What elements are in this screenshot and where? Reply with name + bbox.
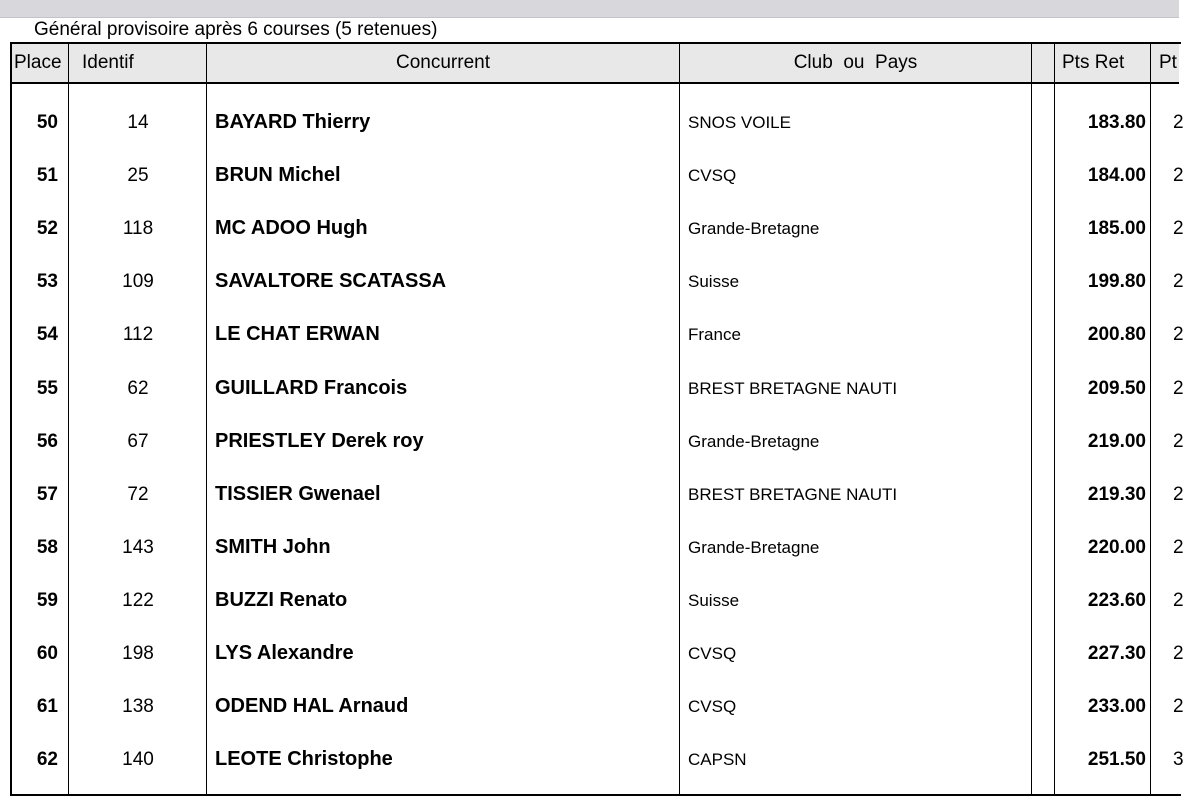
place-cell <box>12 202 69 255</box>
identif-cell: 143 <box>122 536 154 558</box>
club-cell: Grande-Bretagne <box>688 431 820 451</box>
place-value: 55 <box>36 377 58 399</box>
place-value: 54 <box>36 324 58 346</box>
pts-next-cell: 2 <box>1173 165 1184 187</box>
table-row <box>0 202 1184 255</box>
place-cell <box>12 149 69 202</box>
concurrent-name: PRIESTLEY Derek roy <box>215 429 424 452</box>
header-divider <box>10 82 1179 84</box>
place-cell <box>12 733 69 786</box>
place-value: 62 <box>36 749 58 771</box>
pts-ret-cell: 209.50 <box>1087 377 1146 399</box>
place-cell <box>12 308 69 361</box>
concurrent-name: LEOTE Christophe <box>215 748 393 771</box>
club-cell: Suisse <box>688 590 740 610</box>
identif-cell: 138 <box>122 696 154 718</box>
place-value: 53 <box>36 271 58 293</box>
pts-next-cell: 2 <box>1173 112 1184 133</box>
pts-ret-cell: 199.80 <box>1087 271 1146 293</box>
header-concurrent: Concurrent <box>396 52 490 73</box>
concurrent-name: BUZZI Renato <box>215 588 348 611</box>
club-cell: CAPSN <box>688 750 747 770</box>
table-row <box>0 149 1184 202</box>
pts-next-cell: 3 <box>1173 749 1184 771</box>
concurrent-name: BAYARD Thierry <box>215 111 371 133</box>
identif-cell: 198 <box>122 643 154 664</box>
identif-cell: 112 <box>122 324 154 346</box>
identif-cell: 14 <box>127 112 149 133</box>
pts-ret-cell: 219.30 <box>1087 483 1146 505</box>
club-cell: CVSQ <box>688 697 737 717</box>
place-cell <box>12 627 69 680</box>
identif-cell: 72 <box>127 483 149 505</box>
concurrent-name: LE CHAT ERWAN <box>215 323 380 346</box>
pts-ret-cell: 183.80 <box>1087 112 1146 133</box>
pts-ret-cell: 184.00 <box>1087 165 1146 187</box>
header-identif: Identif <box>82 52 134 73</box>
pts-next-cell: 2 <box>1173 696 1184 718</box>
place-value: 50 <box>36 112 58 133</box>
club-cell: BREST BRETAGNE NAUTI <box>688 378 898 398</box>
pts-ret-cell: 219.00 <box>1087 430 1146 452</box>
place-cell <box>12 521 69 574</box>
place-cell <box>12 680 69 733</box>
club-cell: BREST BRETAGNE NAUTI <box>688 484 898 504</box>
pts-ret-cell: 185.00 <box>1087 218 1146 240</box>
club-cell: Suisse <box>688 272 740 292</box>
pts-ret-cell: 200.80 <box>1087 324 1146 346</box>
table-row <box>0 362 1184 415</box>
table-row <box>0 680 1184 733</box>
place-value: 52 <box>36 218 58 240</box>
place-cell <box>12 255 69 308</box>
table-row <box>0 574 1184 627</box>
header-pts-ret: Pts Ret <box>1062 52 1125 73</box>
window-top-bar <box>0 0 1179 18</box>
place-value: 60 <box>36 643 58 664</box>
concurrent-name: TISSIER Gwenael <box>215 482 381 505</box>
pts-next-cell: 2 <box>1173 218 1184 240</box>
pts-next-cell: 2 <box>1173 324 1184 346</box>
place-value: 57 <box>36 483 58 505</box>
place-value: 58 <box>36 536 58 558</box>
place-cell <box>12 468 69 521</box>
table-row <box>0 415 1184 468</box>
header-pts-cut: Pt <box>1159 52 1177 73</box>
concurrent-name: MC ADOO Hugh <box>215 217 368 240</box>
club-cell: Grande-Bretagne <box>688 219 820 239</box>
table-row <box>0 308 1184 361</box>
place-cell <box>12 96 69 149</box>
place-value: 59 <box>36 589 58 611</box>
identif-cell: 62 <box>127 377 149 399</box>
concurrent-name: SAVALTORE SCATASSA <box>215 270 447 293</box>
header-place: Place <box>14 52 62 73</box>
pts-ret-cell: 233.00 <box>1087 696 1146 718</box>
identif-cell: 25 <box>127 165 149 187</box>
place-value: 56 <box>36 430 58 452</box>
concurrent-name: SMITH John <box>215 535 331 558</box>
place-value: 61 <box>36 696 58 718</box>
table-row <box>0 468 1184 521</box>
table-row <box>0 627 1184 680</box>
pts-next-cell: 2 <box>1173 536 1184 558</box>
place-value: 51 <box>36 165 58 187</box>
pts-next-cell: 2 <box>1173 271 1184 293</box>
pts-next-cell: 2 <box>1173 643 1184 664</box>
club-cell: CVSQ <box>688 166 737 186</box>
pts-ret-cell: 223.60 <box>1087 589 1146 611</box>
pts-next-cell: 2 <box>1173 377 1184 399</box>
concurrent-name: GUILLARD Francois <box>215 376 408 399</box>
pts-next-cell: 2 <box>1173 430 1184 452</box>
club-cell: France <box>688 325 741 345</box>
club-cell: Grande-Bretagne <box>688 537 820 557</box>
pts-next-cell: 2 <box>1173 483 1184 505</box>
club-cell: SNOS VOILE <box>688 113 791 132</box>
place-cell <box>12 362 69 415</box>
table-row <box>0 255 1184 308</box>
identif-cell: 122 <box>122 589 154 611</box>
identif-cell: 109 <box>122 271 154 293</box>
results-caption: Général provisoire après 6 courses (5 retenues) <box>34 19 438 40</box>
table-row <box>0 733 1184 786</box>
place-cell <box>12 415 69 468</box>
identif-cell: 118 <box>122 218 154 240</box>
pts-ret-cell: 251.50 <box>1087 749 1146 771</box>
concurrent-name: LYS Alexandre <box>215 642 354 664</box>
club-cell: CVSQ <box>688 644 737 663</box>
pts-ret-cell: 227.30 <box>1087 643 1146 664</box>
table-row <box>0 521 1184 574</box>
identif-cell: 140 <box>122 749 154 771</box>
pts-ret-cell: 220.00 <box>1087 536 1146 558</box>
pts-next-cell: 2 <box>1173 589 1184 611</box>
identif-cell: 67 <box>127 430 149 452</box>
concurrent-name: ODEND HAL Arnaud <box>215 695 409 718</box>
header-club: Club ou Pays <box>793 52 918 73</box>
concurrent-name: BRUN Michel <box>215 164 341 187</box>
place-cell <box>12 574 69 627</box>
table-row <box>0 96 1184 149</box>
